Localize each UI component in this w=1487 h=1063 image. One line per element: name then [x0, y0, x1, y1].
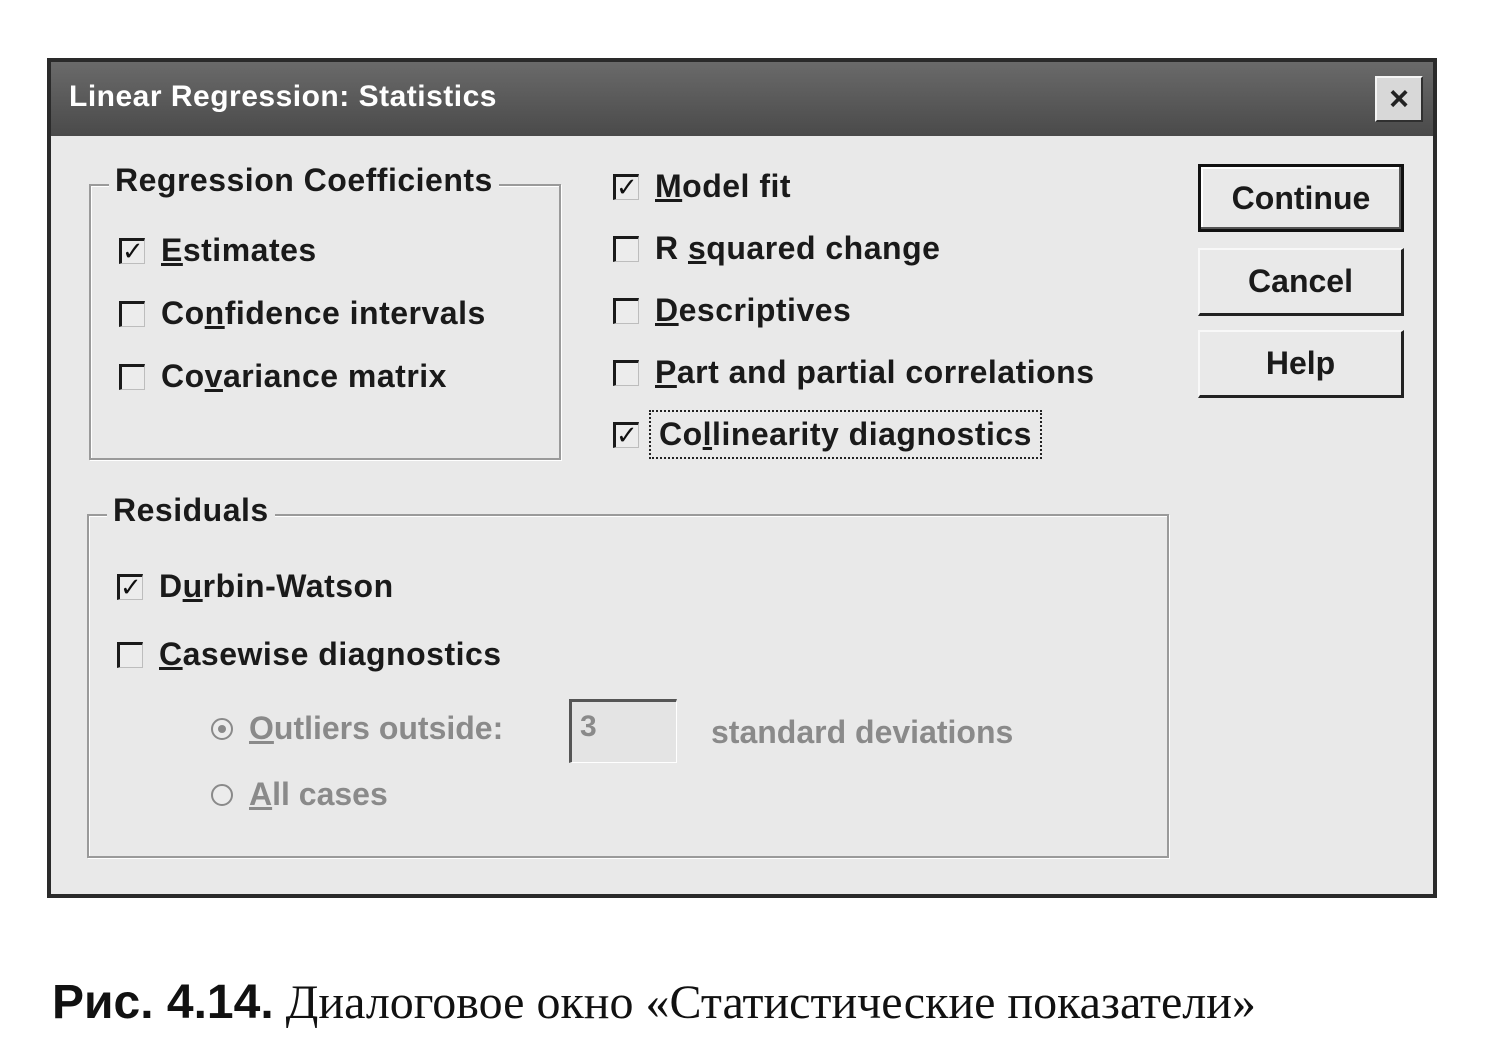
- standard-deviations-label: standard deviations: [711, 714, 1014, 750]
- window-title: Linear Regression: Statistics: [69, 80, 497, 113]
- covariance-matrix-checkbox[interactable]: [119, 358, 447, 395]
- checkbox-box[interactable]: [613, 360, 639, 386]
- casewise-diagnostics-checkbox[interactable]: [117, 636, 502, 673]
- checkbox-box[interactable]: ✓: [119, 238, 145, 264]
- figure-caption-text: Диалоговое окно «Статистические показатели»: [273, 976, 1256, 1029]
- estimates-checkbox[interactable]: [119, 232, 317, 269]
- estimates-label: Estimates: [161, 232, 317, 268]
- checkbox-box[interactable]: ✓: [613, 174, 639, 200]
- outliers-outside-label: Outliers outside:: [249, 710, 504, 746]
- r-squared-change-label: R squared change: [655, 230, 941, 266]
- descriptives-label: Descriptives: [655, 292, 852, 328]
- checkbox-box[interactable]: [119, 301, 145, 327]
- continue-button[interactable]: Continue: [1198, 164, 1404, 232]
- durbin-watson-label: Durbin-Watson: [159, 568, 394, 604]
- checkbox-box[interactable]: ✓: [613, 422, 639, 448]
- figure-caption: [52, 975, 1256, 1030]
- descriptives-checkbox[interactable]: [613, 292, 851, 329]
- regression-coefficients-label: Regression Coefficients: [109, 162, 499, 199]
- checkbox-box[interactable]: ✓: [117, 574, 143, 600]
- checkbox-box[interactable]: [613, 298, 639, 324]
- checkbox-box[interactable]: [613, 236, 639, 262]
- r-squared-change-checkbox[interactable]: [613, 230, 940, 267]
- all-cases-label: All cases: [249, 776, 388, 812]
- cancel-button[interactable]: Cancel: [1198, 248, 1404, 316]
- outliers-outside-radio[interactable]: [211, 710, 503, 747]
- help-button[interactable]: Help: [1198, 330, 1404, 398]
- casewise-diagnostics-label: Casewise diagnostics: [159, 636, 502, 672]
- checkbox-box[interactable]: [117, 642, 143, 668]
- radio-dot[interactable]: [211, 784, 233, 806]
- confidence-intervals-checkbox[interactable]: [119, 295, 486, 332]
- model-fit-label: Model fit: [655, 168, 792, 204]
- collinearity-diagnostics-label: Collinearity diagnostics: [655, 416, 1036, 453]
- residuals-label: Residuals: [107, 492, 275, 529]
- checkbox-box[interactable]: [119, 364, 145, 390]
- figure-number: Рис. 4.14.: [52, 976, 274, 1029]
- model-fit-checkbox[interactable]: [613, 168, 791, 205]
- durbin-watson-checkbox[interactable]: [117, 568, 394, 605]
- outlier-sd-input[interactable]: 3: [569, 699, 677, 763]
- part-partial-correlations-label: Part and partial correlations: [655, 354, 1095, 390]
- all-cases-radio[interactable]: [211, 776, 388, 813]
- title-bar: [51, 62, 1433, 136]
- linear-regression-statistics-dialog: [47, 58, 1437, 898]
- close-icon[interactable]: ×: [1375, 76, 1423, 122]
- radio-dot[interactable]: [211, 718, 233, 740]
- confidence-intervals-label: Confidence intervals: [161, 295, 486, 331]
- covariance-matrix-label: Covariance matrix: [161, 358, 447, 394]
- collinearity-diagnostics-checkbox[interactable]: [613, 416, 1036, 453]
- part-partial-correlations-checkbox[interactable]: [613, 354, 1095, 391]
